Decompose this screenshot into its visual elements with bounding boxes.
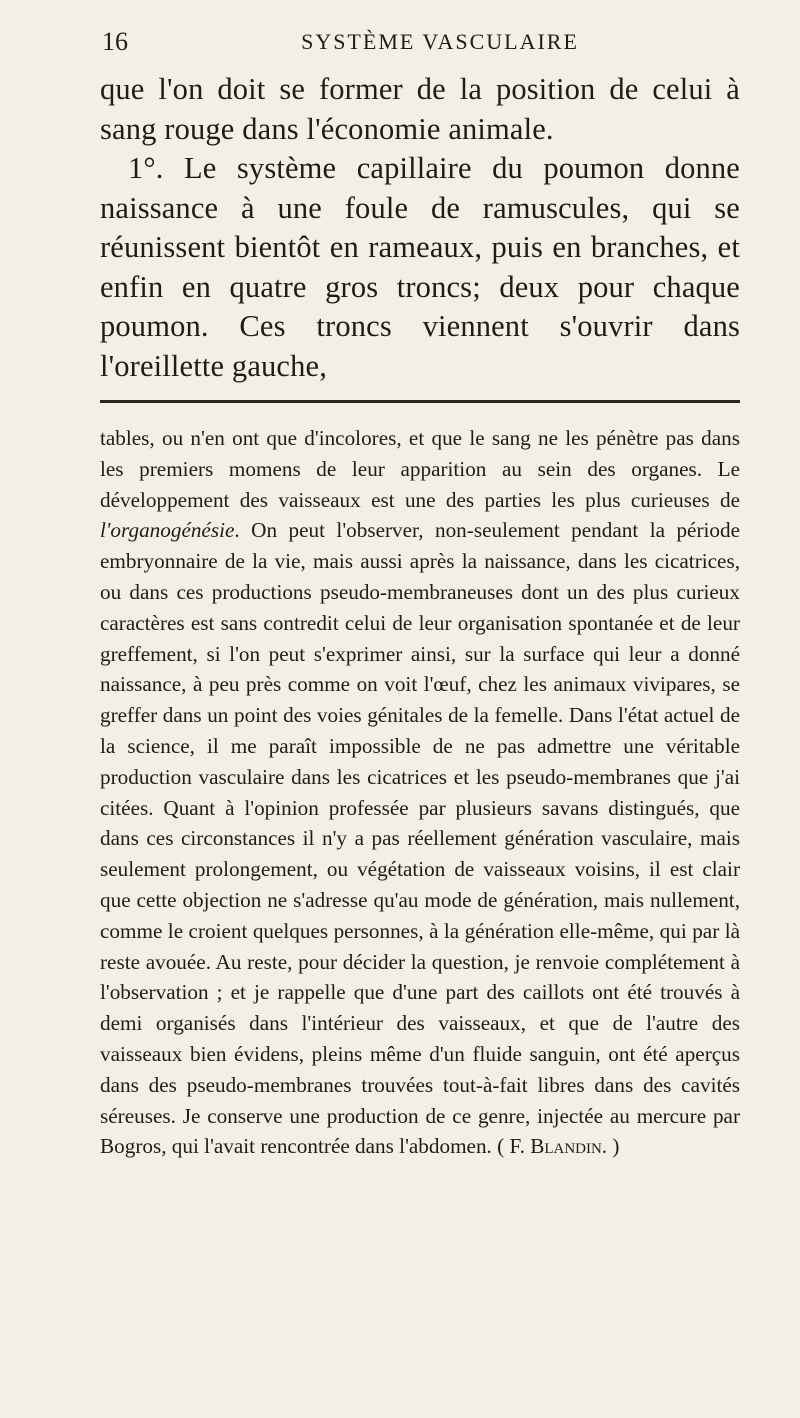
- book-page: [100, 26, 740, 1162]
- footnote-paragraph: [100, 423, 740, 1162]
- running-title: SYSTÈME VASCULAIRE: [301, 29, 579, 54]
- running-head: [100, 26, 740, 62]
- footnote: [100, 423, 740, 1162]
- footnote-italic-term: l'organogénésie: [100, 518, 235, 543]
- footnote-text-part1: tables, ou n'en ont que d'incolores, et que le sang ne les pénètre pas dans les premiers momens de leur apparition au sein des organes. Le développement des vaisseaux est une des parties les plus curieuses de: [100, 426, 740, 512]
- paragraph-capillary-system: 1°. Le système capillaire du poumon donne naissance à une foule de ramuscules, qui se réunissent bientôt en rameaux, puis en branches, et enfin en quatre gros troncs; deux pour chaque poumon. Ces troncs viennent s'ouvrir dans l'oreillette gauche,: [100, 151, 740, 383]
- footnote-text-part2: . On peut l'observer, non-seulement pendant la période embryonnaire de la vie, mais aussi après la naissance, dans les cicatrices, ou dans ces productions pseudo-membraneuses dont un des plus curieux caractères est sans contredit celui de leur organisation spontanée et de leur greffement, si l'on peut s'exprimer ainsi, sur la surface qui leur a donné naissance, à peu près comme on voit l'œuf, chez les animaux vivipares, se greffer dans un point des voies génitales de la femelle. Dans l'état actuel de la science, il me paraît impossible de ne pas admettre une véritable production vasculaire dans les cicatrices et les pseudo-membranes que j'ai citées. Quant à l'opinion professée par plusieurs savans distingués, que dans ces circonstances il n'y a pas réellement génération vasculaire, mais seulement prolongement, ou végétation de vaisseaux voisins, il est clair que cette objection ne s'adresse qu'au mode de génération, mais nullement, comme le croient quelques personnes, à la génération elle-même, qui par là reste avouée. Au reste, pour décider la question, je renvoie complétement à l'observation ; et je rappelle que d'une part des caillots ont été trouvés à demi organisés dans l'intérieur des vaisseaux, et que de l'autre des vaisseaux bien évidens, pleins même d'un fluide sanguin, ont été aperçus dans des pseudo-membranes trouvées tout-à-fait libres dans des cavités séreuses. Je conserve une production de ce genre, injectée au mercure par Bogros, qui l'avait rencontrée dans l'abdomen.: [100, 518, 740, 1159]
- footnote-signature: ( F. Blandin. ): [497, 1134, 620, 1159]
- footnote-separator-rule: [100, 400, 740, 403]
- page-number: 16: [102, 27, 128, 56]
- main-text: [100, 70, 740, 386]
- paragraph-continuation: que l'on doit se former de la position de celui à sang rouge dans l'économie animale.: [100, 72, 740, 146]
